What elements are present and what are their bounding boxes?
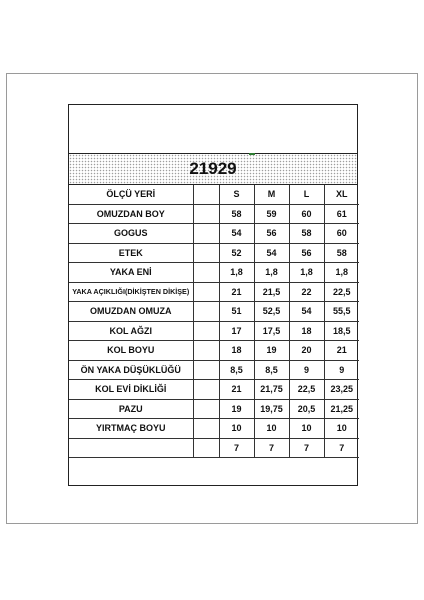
table-row: [69, 399, 359, 419]
green-accent-mark: [249, 153, 255, 155]
spacer-cell: [193, 185, 219, 204]
header-row: [69, 185, 359, 204]
size-chart-document: [68, 104, 358, 486]
measure-label: YAKA ENİ: [69, 263, 193, 283]
value-cell: 54: [254, 243, 289, 263]
header-size-m: M: [254, 185, 289, 204]
measure-label: ETEK: [69, 243, 193, 263]
spacer-cell: [193, 282, 219, 302]
header-size-s: S: [219, 185, 254, 204]
value-cell: 54: [219, 224, 254, 244]
value-cell: 20,5: [289, 399, 324, 419]
table-row: [69, 302, 359, 322]
table-row: [69, 243, 359, 263]
value-cell: 8,5: [254, 360, 289, 380]
value-cell: 21: [219, 282, 254, 302]
value-cell: 22: [289, 282, 324, 302]
header-size-xl: XL: [324, 185, 359, 204]
table-row: [69, 380, 359, 400]
spacer-cell: [193, 204, 219, 224]
value-cell: 58: [219, 204, 254, 224]
value-cell: 55,5: [324, 302, 359, 322]
table-row: [69, 263, 359, 283]
spacer-cell: [193, 419, 219, 439]
value-cell: 60: [289, 204, 324, 224]
value-cell: 19: [254, 341, 289, 361]
value-cell: 19: [219, 399, 254, 419]
measure-label: KOL AĞZI: [69, 321, 193, 341]
product-code: 21929: [189, 159, 237, 178]
value-cell: 58: [289, 224, 324, 244]
table-row: [69, 341, 359, 361]
header-measure-label: ÖLÇÜ YERİ: [69, 185, 193, 204]
spacer-cell: [193, 321, 219, 341]
value-cell: 52,5: [254, 302, 289, 322]
value-cell: 17: [219, 321, 254, 341]
value-cell: 7: [254, 438, 289, 458]
size-table: [69, 185, 359, 458]
measure-label: ÖN YAKA DÜŞÜKLÜĞÜ: [69, 360, 193, 380]
value-cell: 51: [219, 302, 254, 322]
value-cell: 20: [289, 341, 324, 361]
measure-label: YAKA AÇIKLIĞI(DİKİŞTEN DİKİŞE): [69, 282, 193, 302]
value-cell: 21,25: [324, 399, 359, 419]
spacer-cell: [193, 243, 219, 263]
value-cell: 21: [324, 341, 359, 361]
spacer-cell: [193, 263, 219, 283]
header-size-l: L: [289, 185, 324, 204]
value-cell: 18,5: [324, 321, 359, 341]
value-cell: 23,25: [324, 380, 359, 400]
product-code-banner: [69, 153, 357, 185]
table-row: [69, 204, 359, 224]
value-cell: 54: [289, 302, 324, 322]
value-cell: 56: [289, 243, 324, 263]
value-cell: 21,5: [254, 282, 289, 302]
value-cell: 22,5: [324, 282, 359, 302]
table-row: [69, 438, 359, 458]
value-cell: 10: [254, 419, 289, 439]
value-cell: 7: [289, 438, 324, 458]
value-cell: 7: [324, 438, 359, 458]
value-cell: 9: [324, 360, 359, 380]
table-row: [69, 360, 359, 380]
value-cell: 60: [324, 224, 359, 244]
measure-label: YIRTMAÇ BOYU: [69, 419, 193, 439]
value-cell: 9: [289, 360, 324, 380]
measure-label: OMUZDAN OMUZA: [69, 302, 193, 322]
table-row: [69, 321, 359, 341]
spacer-cell: [193, 399, 219, 419]
value-cell: 19,75: [254, 399, 289, 419]
value-cell: 22,5: [289, 380, 324, 400]
spacer-cell: [193, 438, 219, 458]
value-cell: 21,75: [254, 380, 289, 400]
table-row: [69, 224, 359, 244]
value-cell: 17,5: [254, 321, 289, 341]
value-cell: 8,5: [219, 360, 254, 380]
value-cell: 1,8: [219, 263, 254, 283]
table-row: [69, 282, 359, 302]
measure-label: [69, 438, 193, 458]
value-cell: 18: [289, 321, 324, 341]
spacer-cell: [193, 302, 219, 322]
measure-label: PAZU: [69, 399, 193, 419]
table-row: [69, 419, 359, 439]
value-cell: 10: [324, 419, 359, 439]
value-cell: 7: [219, 438, 254, 458]
measure-label: KOL EVİ DİKLİĞİ: [69, 380, 193, 400]
spacer-cell: [193, 380, 219, 400]
value-cell: 1,8: [324, 263, 359, 283]
spacer-cell: [193, 341, 219, 361]
value-cell: 56: [254, 224, 289, 244]
measure-label: GOGUS: [69, 224, 193, 244]
measure-label: OMUZDAN BOY: [69, 204, 193, 224]
value-cell: 21: [219, 380, 254, 400]
spacer-cell: [193, 224, 219, 244]
spacer-cell: [193, 360, 219, 380]
value-cell: 52: [219, 243, 254, 263]
value-cell: 1,8: [289, 263, 324, 283]
value-cell: 59: [254, 204, 289, 224]
value-cell: 18: [219, 341, 254, 361]
value-cell: 61: [324, 204, 359, 224]
value-cell: 58: [324, 243, 359, 263]
value-cell: 1,8: [254, 263, 289, 283]
value-cell: 10: [289, 419, 324, 439]
value-cell: 10: [219, 419, 254, 439]
measure-label: KOL BOYU: [69, 341, 193, 361]
